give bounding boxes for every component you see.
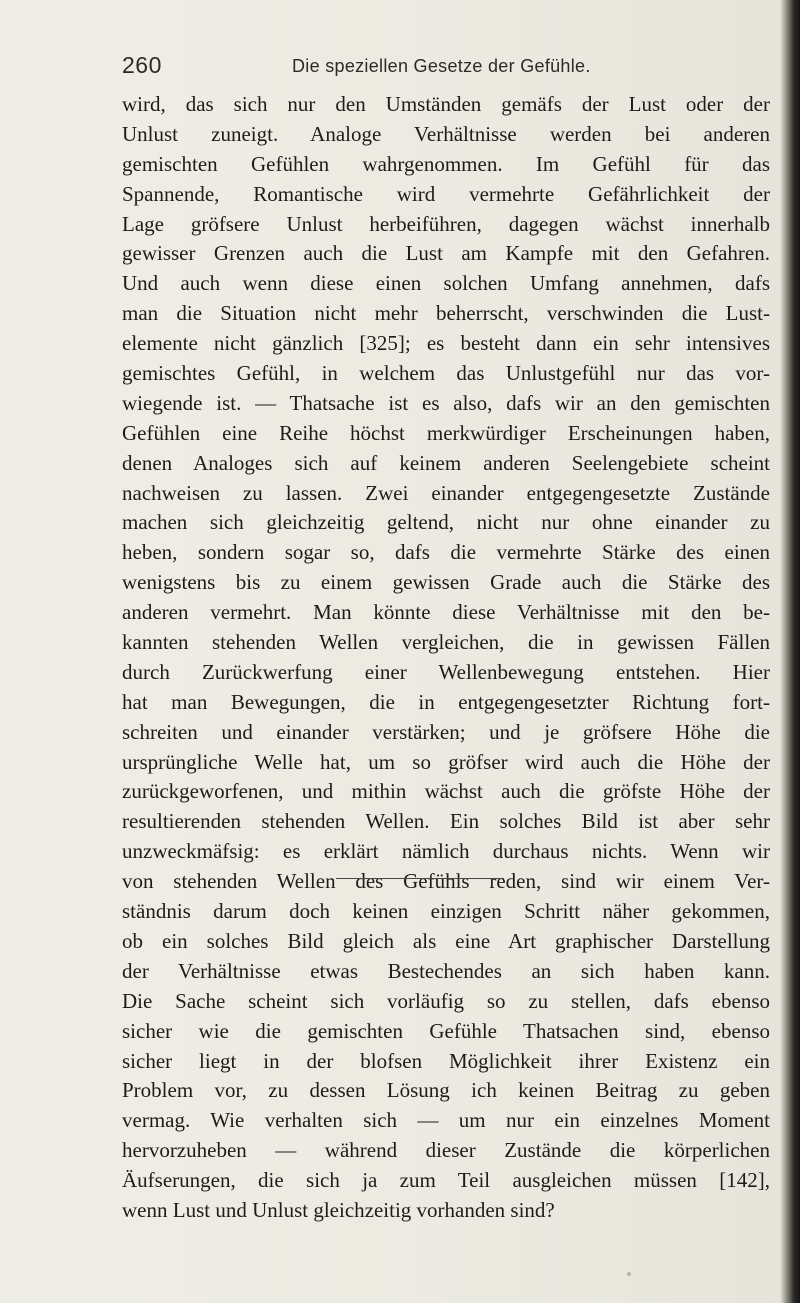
text-line: Und auch wenn diese einen solchen Umfang annehmen, dafs bbox=[122, 271, 770, 296]
text-line: hervorzuheben — während dieser Zustände die körperlichen bbox=[122, 1138, 770, 1163]
text-line: denen Analoges sich auf keinem anderen Seelengebiete scheint bbox=[122, 450, 770, 475]
text-line: heben, sondern sogar so, dafs die vermehrte Stärke des einen bbox=[122, 540, 770, 565]
text-line: kannten stehenden Wellen vergleichen, die in gewissen Fällen bbox=[122, 630, 770, 655]
text-line: Äufserungen, die sich ja zum Teil ausgleichen müssen [142], bbox=[122, 1168, 770, 1193]
text-line: nachweisen zu lassen. Zwei einander entgegengesetzte Zustände bbox=[122, 480, 770, 505]
text-line: Unlust zuneigt. Analoge Verhältnisse werden bei anderen bbox=[122, 121, 770, 146]
text-line: wird, das sich nur den Umständen gemäfs der Lust oder der bbox=[122, 92, 770, 116]
text-line: schreiten und einander verstärken; und je gröfsere Höhe die bbox=[122, 719, 770, 744]
text-line: Problem vor, zu dessen Lösung ich keinen Beitrag zu geben bbox=[122, 1078, 770, 1103]
text-line: Die Sache scheint sich vorläufig so zu stellen, dafs ebenso bbox=[122, 988, 770, 1013]
text-line: wenigstens bis zu einem gewissen Grade auch die Stärke des bbox=[122, 570, 770, 595]
text-line: wenn Lust und Unlust gleichzeitig vorhanden sind? bbox=[122, 1197, 555, 1222]
text-line: vermag. Wie verhalten sich — um nur ein einzelnes Moment bbox=[122, 1108, 770, 1133]
text-line: zurückgeworfenen, und mithin wächst auch die gröfste Höhe der bbox=[122, 779, 770, 804]
text-line: gemischten Gefühlen wahrgenommen. Im Gefühl für das bbox=[122, 151, 770, 176]
text-line: elemente nicht gänzlich [325]; es besteht dann ein sehr intensives bbox=[122, 331, 770, 356]
text-line: wiegende ist. — Thatsache ist es also, dafs wir an den gemischten bbox=[122, 390, 770, 415]
text-line: ständnis darum doch keinen einzigen Schritt näher gekommen, bbox=[122, 899, 770, 924]
text-line: von stehenden Wellen des Gefühls reden, sind wir einem Ver- bbox=[122, 869, 770, 894]
text-line: man die Situation nicht mehr beherrscht, verschwinden die Lust- bbox=[122, 301, 770, 326]
text-line: resultierenden stehenden Wellen. Ein solches Bild ist aber sehr bbox=[122, 809, 770, 834]
section-divider bbox=[336, 878, 504, 879]
text-line: der Verhältnisse etwas Bestechendes an sich haben kann. bbox=[122, 958, 770, 983]
text-line: anderen vermehrt. Man könnte diese Verhältnisse mit den be- bbox=[122, 600, 770, 625]
running-title: Die speziellen Gesetze der Gefühle. bbox=[292, 56, 591, 76]
text-line: ursprüngliche Welle hat, um so gröfser wird auch die Höhe der bbox=[122, 749, 770, 774]
text-line: ob ein solches Bild gleich als eine Art graphischer Darstellung bbox=[122, 928, 770, 953]
text-line: Spannende, Romantische wird vermehrte Gefährlichkeit der bbox=[122, 181, 770, 206]
text-line: hat man Bewegungen, die in entgegengesetzter Richtung fort- bbox=[122, 689, 770, 714]
text-line: Lage gröfsere Unlust herbeiführen, dagegen wächst innerhalb bbox=[122, 211, 770, 236]
text-line: durch Zurückwerfung einer Wellenbewegung entstehen. Hier bbox=[122, 659, 770, 684]
text-line: gewisser Grenzen auch die Lust am Kampfe mit den Gefahren. bbox=[122, 241, 770, 266]
text-line: gemischtes Gefühl, in welchem das Unlustgefühl nur das vor- bbox=[122, 361, 770, 386]
page-number: 260 bbox=[122, 52, 162, 78]
body-text bbox=[122, 90, 770, 1226]
text-line: unzweckmäfsig: es erklärt nämlich durchaus nichts. Wenn wir bbox=[122, 839, 770, 864]
text-line: sicher wie die gemischten Gefühle Thatsachen sind, ebenso bbox=[122, 1018, 770, 1043]
page-edge-shadow bbox=[780, 0, 800, 1303]
text-line: Gefühlen eine Reihe höchst merkwürdiger Erscheinungen haben, bbox=[122, 420, 770, 445]
paper-speck bbox=[627, 1272, 631, 1276]
page-header bbox=[122, 52, 766, 84]
text-line: machen sich gleichzeitig geltend, nicht nur ohne einander zu bbox=[122, 510, 770, 535]
text-line: sicher liegt in der blofsen Möglichkeit ihrer Existenz ein bbox=[122, 1048, 770, 1073]
